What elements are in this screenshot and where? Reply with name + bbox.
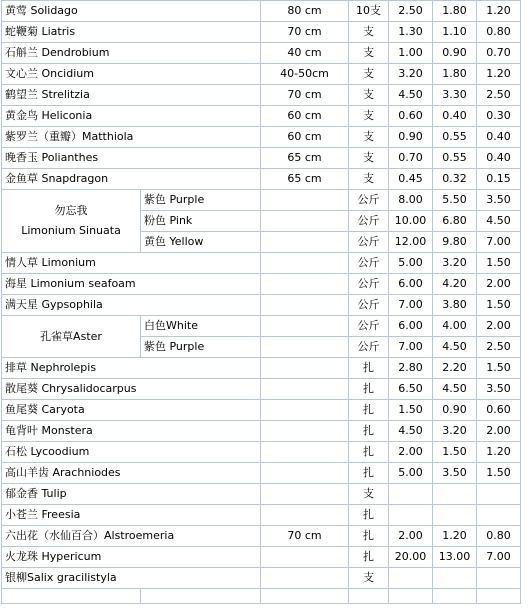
length-cell: 80 cm xyxy=(261,1,349,22)
price-cell: 0.55 xyxy=(433,127,477,148)
flower-name-cell: 石松 Lycoodium xyxy=(2,442,261,463)
flower-name-cell: 晚香玉 Polianthes xyxy=(2,148,261,169)
table-row xyxy=(2,358,521,379)
unit-cell: 支 xyxy=(349,568,389,589)
price-cell: 6.00 xyxy=(389,316,433,337)
table-row xyxy=(2,568,521,589)
length-cell xyxy=(261,505,349,526)
price-cell: 1.50 xyxy=(389,400,433,421)
unit-cell: 支 xyxy=(349,148,389,169)
price-cell: 5.00 xyxy=(389,253,433,274)
price-cell: 0.90 xyxy=(389,127,433,148)
unit-cell: 扎 xyxy=(349,547,389,568)
price-cell: 1.80 xyxy=(433,64,477,85)
price-cell: 0.70 xyxy=(477,43,521,64)
unit-cell: 支 xyxy=(349,127,389,148)
length-cell: 65 cm xyxy=(261,148,349,169)
empty-cell xyxy=(389,589,433,604)
price-cell: 0.80 xyxy=(477,526,521,547)
flower-name-cell: 小苍兰 Freesia xyxy=(2,505,261,526)
unit-cell: 支 xyxy=(349,106,389,127)
price-cell: 1.50 xyxy=(433,442,477,463)
price-cell: 12.00 xyxy=(389,232,433,253)
price-cell: 1.20 xyxy=(477,64,521,85)
flower-name-cell: 紫罗兰（重瓣）Matthiola xyxy=(2,127,261,148)
flower-name-cell: 火龙珠 Hypericum xyxy=(2,547,261,568)
empty-cell xyxy=(141,589,261,604)
length-cell xyxy=(261,379,349,400)
length-cell xyxy=(261,484,349,505)
length-cell: 40-50cm xyxy=(261,64,349,85)
table-row xyxy=(2,379,521,400)
group-name-cell xyxy=(2,190,141,253)
table-row xyxy=(2,85,521,106)
price-cell: 1.00 xyxy=(389,43,433,64)
flower-name-cell: 银柳Salix gracilistyla xyxy=(2,568,261,589)
length-cell xyxy=(261,421,349,442)
flower-name-cell: 黄金鸟 Heliconia xyxy=(2,106,261,127)
unit-cell: 公斤 xyxy=(349,253,389,274)
flower-name-cell: 石斛兰 Dendrobium xyxy=(2,43,261,64)
unit-cell: 扎 xyxy=(349,400,389,421)
flower-name-cell: 散尾葵 Chrysalidocarpus xyxy=(2,379,261,400)
price-cell: 0.45 xyxy=(389,169,433,190)
price-cell: 3.20 xyxy=(433,253,477,274)
price-cell: 13.00 xyxy=(433,547,477,568)
flower-name-cell: 龟背叶 Monstera xyxy=(2,421,261,442)
unit-cell: 10支 xyxy=(349,1,389,22)
price-cell: 0.80 xyxy=(477,22,521,43)
flower-name-cell: 排草 Nephrolepis xyxy=(2,358,261,379)
table-row xyxy=(2,400,521,421)
price-cell: 1.80 xyxy=(433,1,477,22)
flower-name-cell: 黄莺 Solidago xyxy=(2,1,261,22)
length-cell xyxy=(261,547,349,568)
group-name-cn: 勿忘我 xyxy=(54,204,88,217)
price-cell: 3.50 xyxy=(433,463,477,484)
price-cell: 4.50 xyxy=(389,421,433,442)
color-variant-cell: 白色White xyxy=(141,316,261,337)
price-cell: 4.50 xyxy=(389,85,433,106)
table-row xyxy=(2,295,521,316)
price-cell: 2.20 xyxy=(433,358,477,379)
color-variant-cell: 紫色 Purple xyxy=(141,337,261,358)
table-row xyxy=(2,22,521,43)
price-cell: 0.32 xyxy=(433,169,477,190)
price-cell xyxy=(389,484,433,505)
unit-cell: 公斤 xyxy=(349,190,389,211)
unit-cell: 支 xyxy=(349,85,389,106)
length-cell: 70 cm xyxy=(261,22,349,43)
price-cell: 4.50 xyxy=(433,379,477,400)
price-cell: 2.50 xyxy=(477,85,521,106)
table-row xyxy=(2,505,521,526)
price-cell: 1.50 xyxy=(477,295,521,316)
table-row xyxy=(2,190,521,211)
price-cell: 4.00 xyxy=(433,316,477,337)
unit-cell: 支 xyxy=(349,43,389,64)
table-row xyxy=(2,442,521,463)
length-cell xyxy=(261,232,349,253)
price-cell: 0.15 xyxy=(477,169,521,190)
price-cell: 1.10 xyxy=(433,22,477,43)
flower-name-cell: 海星 Limonium seafoam xyxy=(2,274,261,295)
flower-name-cell: 蛇鞭菊 Liatris xyxy=(2,22,261,43)
unit-cell: 支 xyxy=(349,169,389,190)
length-cell: 70 cm xyxy=(261,526,349,547)
table-row xyxy=(2,1,521,22)
price-cell: 3.20 xyxy=(389,64,433,85)
price-cell xyxy=(433,505,477,526)
price-cell: 0.30 xyxy=(477,106,521,127)
price-cell: 0.40 xyxy=(433,106,477,127)
flower-name-cell: 情人草 Limonium xyxy=(2,253,261,274)
unit-cell: 公斤 xyxy=(349,211,389,232)
price-cell: 8.00 xyxy=(389,190,433,211)
table-row xyxy=(2,64,521,85)
length-cell: 60 cm xyxy=(261,127,349,148)
unit-cell: 公斤 xyxy=(349,274,389,295)
length-cell: 40 cm xyxy=(261,43,349,64)
price-cell: 0.60 xyxy=(389,106,433,127)
length-cell xyxy=(261,358,349,379)
group-name-cell: 孔雀草Aster xyxy=(2,316,141,358)
price-cell: 0.90 xyxy=(433,400,477,421)
table-row xyxy=(2,253,521,274)
price-cell: 0.60 xyxy=(477,400,521,421)
price-cell: 10.00 xyxy=(389,211,433,232)
price-cell: 2.50 xyxy=(389,1,433,22)
group-name-en: Limonium Sinuata xyxy=(21,224,121,237)
unit-cell: 扎 xyxy=(349,379,389,400)
empty-cell xyxy=(477,589,521,604)
table-row xyxy=(2,274,521,295)
length-cell xyxy=(261,400,349,421)
price-cell: 3.20 xyxy=(433,421,477,442)
length-cell xyxy=(261,463,349,484)
length-cell xyxy=(261,316,349,337)
price-cell xyxy=(433,484,477,505)
flower-name-cell: 满天星 Gypsophila xyxy=(2,295,261,316)
price-cell xyxy=(477,505,521,526)
length-cell: 60 cm xyxy=(261,106,349,127)
price-cell: 0.40 xyxy=(477,148,521,169)
table-row xyxy=(2,106,521,127)
unit-cell: 公斤 xyxy=(349,295,389,316)
price-cell: 1.30 xyxy=(389,22,433,43)
unit-cell: 扎 xyxy=(349,505,389,526)
price-cell: 2.50 xyxy=(477,337,521,358)
length-cell: 70 cm xyxy=(261,85,349,106)
table-row xyxy=(2,43,521,64)
color-variant-cell: 粉色 Pink xyxy=(141,211,261,232)
length-cell xyxy=(261,211,349,232)
unit-cell: 公斤 xyxy=(349,337,389,358)
length-cell xyxy=(261,274,349,295)
price-cell: 4.50 xyxy=(433,337,477,358)
price-cell: 5.50 xyxy=(433,190,477,211)
table-row xyxy=(2,547,521,568)
unit-cell: 扎 xyxy=(349,358,389,379)
price-cell: 5.00 xyxy=(389,463,433,484)
price-cell: 7.00 xyxy=(389,295,433,316)
unit-cell: 扎 xyxy=(349,526,389,547)
empty-cell xyxy=(261,589,349,604)
table-row xyxy=(2,169,521,190)
length-cell xyxy=(261,295,349,316)
price-cell: 4.20 xyxy=(433,274,477,295)
table-body xyxy=(2,1,521,604)
table-row xyxy=(2,463,521,484)
unit-cell: 公斤 xyxy=(349,316,389,337)
unit-cell: 支 xyxy=(349,22,389,43)
length-cell xyxy=(261,442,349,463)
unit-cell: 扎 xyxy=(349,463,389,484)
flower-name-cell: 六出花（水仙百合）Alstroemeria xyxy=(2,526,261,547)
price-cell: 6.00 xyxy=(389,274,433,295)
length-cell xyxy=(261,253,349,274)
empty-cell xyxy=(2,589,141,604)
flower-name-cell: 文心兰 Oncidium xyxy=(2,64,261,85)
price-cell: 7.00 xyxy=(389,337,433,358)
price-cell: 6.80 xyxy=(433,211,477,232)
price-cell: 1.20 xyxy=(477,1,521,22)
price-cell: 0.70 xyxy=(389,148,433,169)
price-cell xyxy=(433,568,477,589)
flower-name-cell: 鱼尾葵 Caryota xyxy=(2,400,261,421)
price-cell: 1.20 xyxy=(477,442,521,463)
flower-price-table xyxy=(1,0,521,604)
price-cell: 2.00 xyxy=(389,442,433,463)
price-cell xyxy=(389,505,433,526)
unit-cell: 支 xyxy=(349,484,389,505)
unit-cell: 扎 xyxy=(349,421,389,442)
unit-cell: 支 xyxy=(349,64,389,85)
price-cell: 1.50 xyxy=(477,253,521,274)
flower-name-cell: 金鱼草 Snapdragon xyxy=(2,169,261,190)
unit-cell: 公斤 xyxy=(349,232,389,253)
length-cell xyxy=(261,337,349,358)
price-cell: 6.50 xyxy=(389,379,433,400)
table-row xyxy=(2,484,521,505)
price-cell: 3.30 xyxy=(433,85,477,106)
empty-row xyxy=(2,589,521,604)
price-cell: 0.40 xyxy=(477,127,521,148)
table-row xyxy=(2,421,521,442)
price-cell: 2.00 xyxy=(477,274,521,295)
table-row xyxy=(2,316,521,337)
table-row xyxy=(2,526,521,547)
price-cell: 0.90 xyxy=(433,43,477,64)
price-cell: 1.50 xyxy=(477,463,521,484)
length-cell xyxy=(261,190,349,211)
price-cell xyxy=(389,568,433,589)
price-cell: 2.00 xyxy=(477,316,521,337)
price-cell: 3.50 xyxy=(477,379,521,400)
price-cell: 3.80 xyxy=(433,295,477,316)
color-variant-cell: 黄色 Yellow xyxy=(141,232,261,253)
price-cell: 2.00 xyxy=(389,526,433,547)
length-cell xyxy=(261,568,349,589)
price-cell: 20.00 xyxy=(389,547,433,568)
price-cell: 4.50 xyxy=(477,211,521,232)
price-cell: 1.20 xyxy=(433,526,477,547)
price-cell xyxy=(477,484,521,505)
price-cell: 3.50 xyxy=(477,190,521,211)
color-variant-cell: 紫色 Purple xyxy=(141,190,261,211)
empty-cell xyxy=(433,589,477,604)
price-cell: 7.00 xyxy=(477,232,521,253)
empty-cell xyxy=(349,589,389,604)
flower-name-cell: 郁金香 Tulip xyxy=(2,484,261,505)
unit-cell: 扎 xyxy=(349,442,389,463)
table-row xyxy=(2,148,521,169)
flower-name-cell: 高山羊齿 Arachniodes xyxy=(2,463,261,484)
length-cell: 65 cm xyxy=(261,169,349,190)
price-cell: 1.50 xyxy=(477,358,521,379)
price-cell: 9.80 xyxy=(433,232,477,253)
price-cell: 0.55 xyxy=(433,148,477,169)
price-cell: 7.00 xyxy=(477,547,521,568)
price-cell: 2.80 xyxy=(389,358,433,379)
flower-name-cell: 鹤望兰 Strelitzia xyxy=(2,85,261,106)
price-cell: 2.00 xyxy=(477,421,521,442)
price-cell xyxy=(477,568,521,589)
table-row xyxy=(2,127,521,148)
